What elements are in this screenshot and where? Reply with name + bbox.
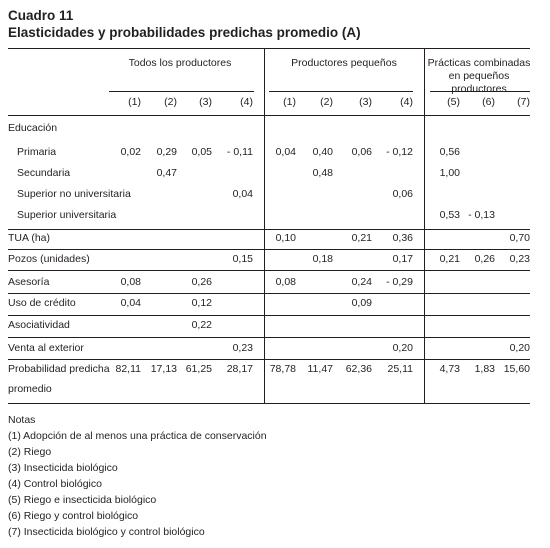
table-cell: 17,13 bbox=[150, 363, 177, 375]
table-cell: 0,02 bbox=[120, 146, 141, 158]
notes-list bbox=[8, 428, 267, 540]
row-label: Superior no universitaria bbox=[17, 188, 131, 200]
row-label: Asesoría bbox=[8, 276, 50, 288]
table-cell: 61,25 bbox=[185, 363, 212, 375]
table-cell: 0,40 bbox=[312, 146, 333, 158]
table-cell: 0,20 bbox=[509, 342, 530, 354]
header-bottom-rule bbox=[8, 115, 530, 116]
row-separator bbox=[8, 270, 530, 271]
table-cell: 0,47 bbox=[156, 167, 177, 179]
note-item: (1) Adopción de al menos una práctica de conservación bbox=[8, 430, 267, 442]
column-header: (3) bbox=[199, 96, 212, 108]
table-cell: 0,04 bbox=[275, 146, 296, 158]
column-header: (7) bbox=[517, 96, 530, 108]
row-label: Venta al exterior bbox=[8, 342, 84, 354]
row-separator bbox=[8, 249, 530, 250]
table-cell: 11,47 bbox=[307, 363, 333, 375]
row-separator bbox=[8, 315, 530, 316]
table-cell: 0,05 bbox=[191, 146, 212, 158]
row-label: Asociatividad bbox=[8, 319, 70, 331]
table-cell: 25,11 bbox=[387, 363, 413, 375]
table-bottom-rule bbox=[8, 403, 530, 404]
table-cell: 0,21 bbox=[439, 253, 460, 265]
table-cell: 82,11 bbox=[115, 363, 141, 375]
group-header: Productores pequeños bbox=[291, 57, 397, 69]
row-separator bbox=[8, 229, 530, 230]
table-cell: 4,73 bbox=[439, 363, 460, 375]
column-header: (4) bbox=[400, 96, 413, 108]
table-cell: 0,04 bbox=[232, 188, 253, 200]
table-cell: 0,53 bbox=[439, 209, 460, 221]
table-top-rule bbox=[8, 48, 530, 49]
table-cell: - 0,29 bbox=[386, 276, 413, 288]
row-label: Probabilidad predicha bbox=[8, 363, 110, 375]
table-number: Cuadro 11 bbox=[8, 8, 74, 23]
table-cell: - 0,12 bbox=[386, 146, 413, 158]
row-separator bbox=[8, 359, 530, 360]
note-item: (2) Riego bbox=[8, 446, 52, 458]
table-cell: 0,22 bbox=[191, 319, 212, 331]
column-header: (1) bbox=[283, 96, 296, 108]
table-cell: 0,24 bbox=[351, 276, 372, 288]
table-cell: 15,60 bbox=[503, 363, 530, 375]
table-cell: 0,12 bbox=[191, 297, 212, 309]
note-item: (6) Riego y control biológico bbox=[8, 510, 139, 522]
section-label-education: Educación bbox=[8, 122, 58, 134]
table-cell: 0,06 bbox=[392, 188, 413, 200]
note-item: (5) Riego e insecticida biológico bbox=[8, 494, 157, 506]
row-separator bbox=[8, 293, 530, 294]
table-cell: 0,48 bbox=[312, 167, 333, 179]
column-header: (2) bbox=[320, 96, 333, 108]
table-cell: 0,10 bbox=[275, 232, 296, 244]
column-header: (4) bbox=[240, 96, 253, 108]
table-cell: 28,17 bbox=[226, 363, 253, 375]
table-cell: 0,15 bbox=[232, 253, 253, 265]
table-cell: 0,09 bbox=[351, 297, 372, 309]
table-cell: 0,23 bbox=[509, 253, 530, 265]
column-header: (3) bbox=[359, 96, 372, 108]
table-caption bbox=[8, 7, 361, 41]
column-header: (6) bbox=[482, 96, 495, 108]
table-cell: - 0,13 bbox=[468, 209, 495, 221]
notes-heading: Notas bbox=[8, 414, 36, 426]
group-underline bbox=[269, 91, 413, 92]
row-label: Secundaria bbox=[17, 167, 71, 179]
table-cell: 0,26 bbox=[191, 276, 212, 288]
table-cell: 0,08 bbox=[120, 276, 141, 288]
table-cell: 0,08 bbox=[275, 276, 296, 288]
row-separator bbox=[8, 337, 530, 338]
column-header: (1) bbox=[128, 96, 141, 108]
note-item: (3) Insecticida biológico bbox=[8, 462, 118, 474]
note-item: (7) Insecticida biológico y control biológico bbox=[8, 526, 205, 538]
table-notes bbox=[8, 412, 267, 540]
row-label: Pozos (unidades) bbox=[8, 253, 90, 265]
table-cell: 1,00 bbox=[439, 167, 460, 179]
table-title: Elasticidades y probabilidades predichas promedio (A) bbox=[8, 25, 361, 40]
table-cell: 0,17 bbox=[392, 253, 413, 265]
table-cell: 0,56 bbox=[439, 146, 460, 158]
table-cell: 0,21 bbox=[351, 232, 372, 244]
table-cell: - 0,11 bbox=[226, 146, 253, 158]
row-label: TUA (ha) bbox=[8, 232, 51, 244]
table-cell: 0,23 bbox=[232, 342, 253, 354]
table-cell: 0,36 bbox=[392, 232, 413, 244]
row-label: Uso de crédito bbox=[8, 297, 76, 309]
table-cell: 62,36 bbox=[345, 363, 372, 375]
table-cell: 0,70 bbox=[509, 232, 530, 244]
row-label-continued: promedio bbox=[8, 383, 52, 395]
row-label: Superior universitaria bbox=[17, 209, 117, 221]
row-label: Primaria bbox=[17, 146, 57, 158]
table-cell: 0,26 bbox=[474, 253, 495, 265]
column-header: (5) bbox=[447, 96, 460, 108]
group-header: Prácticas combinadas en pequeños productores bbox=[427, 57, 531, 95]
table-cell: 0,20 bbox=[392, 342, 413, 354]
table-cell: 0,04 bbox=[120, 297, 141, 309]
table-cell: 0,06 bbox=[351, 146, 372, 158]
table-cell: 78,78 bbox=[269, 363, 296, 375]
column-header: (2) bbox=[164, 96, 177, 108]
table-cell: 0,18 bbox=[312, 253, 333, 265]
group-underline bbox=[109, 91, 254, 92]
table-cell: 1,83 bbox=[474, 363, 495, 375]
table-cell: 0,29 bbox=[156, 146, 177, 158]
note-item: (4) Control biológico bbox=[8, 478, 102, 490]
group-header: Todos los productores bbox=[128, 57, 232, 69]
